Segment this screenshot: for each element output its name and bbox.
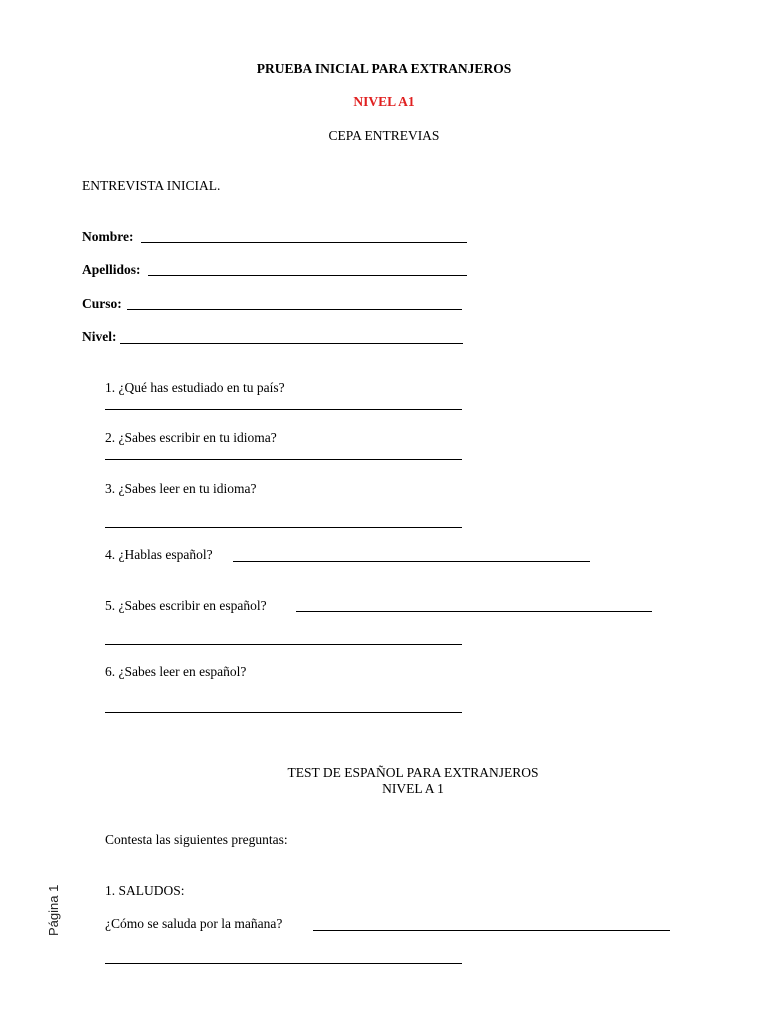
interview-heading: ENTREVISTA INICIAL.: [82, 178, 221, 193]
answer-line-5a[interactable]: [296, 611, 652, 612]
question-6: 6. ¿Sabes leer en español?: [105, 664, 247, 679]
name-field[interactable]: [141, 242, 467, 243]
answer-line-5b[interactable]: [105, 644, 462, 645]
question-4: 4. ¿Hablas español?: [105, 547, 213, 562]
answer-line-2[interactable]: [105, 459, 462, 460]
question-3: 3. ¿Sabes leer en tu idioma?: [105, 481, 257, 496]
level-label: Nivel:: [82, 329, 117, 344]
surname-label: Apellidos:: [82, 262, 141, 277]
course-label: Curso:: [82, 296, 122, 311]
question-1: 1. ¿Qué has estudiado en tu país?: [105, 380, 285, 395]
document-title: PRUEBA INICIAL PARA EXTRANJEROS: [256, 61, 512, 76]
test-title: TEST DE ESPAÑOL PARA EXTRANJEROS: [287, 765, 539, 780]
answer-line-4[interactable]: [233, 561, 590, 562]
answer-line-1[interactable]: [105, 409, 462, 410]
center-name: CEPA ENTREVIAS: [328, 128, 440, 143]
question-2: 2. ¿Sabes escribir en tu idioma?: [105, 430, 277, 445]
page-number: Página 1: [46, 884, 61, 936]
test-question-1: ¿Cómo se saluda por la mañana?: [105, 916, 283, 931]
course-field[interactable]: [127, 309, 462, 310]
answer-line-3[interactable]: [105, 527, 462, 528]
answer-line-6[interactable]: [105, 712, 462, 713]
test-level: NIVEL A 1: [382, 781, 444, 796]
test-answer-line-1b[interactable]: [105, 963, 462, 964]
section-greetings: 1. SALUDOS:: [105, 883, 185, 898]
level-field[interactable]: [120, 343, 463, 344]
test-instruction: Contesta las siguientes preguntas:: [105, 832, 288, 847]
name-label: Nombre:: [82, 229, 134, 244]
level-title: NIVEL A1: [353, 94, 415, 109]
test-answer-line-1a[interactable]: [313, 930, 670, 931]
surname-field[interactable]: [148, 275, 467, 276]
question-5: 5. ¿Sabes escribir en español?: [105, 598, 267, 613]
